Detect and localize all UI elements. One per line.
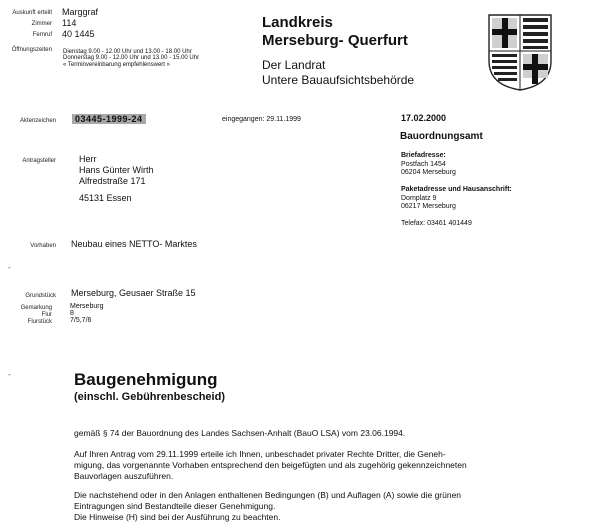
flur-value: 8 bbox=[70, 310, 74, 317]
fax-number: Telefax: 03461 401449 bbox=[401, 220, 472, 227]
legal-basis: gemäß § 74 der Bauordnung des Landes Sachsen-Anhalt (BauO LSA) vom 23.06.1994. bbox=[74, 428, 406, 438]
letter-address-line: 06204 Merseburg bbox=[401, 169, 456, 176]
paragraph-line: Auf Ihren Antrag vom 29.11.1999 erteile ich Ihnen, unbeschadet privater Rechte Dritter, die Geneh- bbox=[74, 449, 446, 459]
info-label-room: Zimmer bbox=[31, 21, 52, 27]
parcel-address-line: Domplatz 9 bbox=[401, 195, 437, 202]
subtitle-line-2: Untere Bauaufsichtsbehörde bbox=[262, 73, 415, 87]
hours-label: Öffnungszeiten bbox=[11, 47, 52, 53]
margin-mark: - bbox=[8, 263, 11, 272]
flur-label: Flur bbox=[41, 312, 52, 318]
paragraph-line: Eintragungen sind Bestandteile dieser Genehmigung. bbox=[74, 501, 276, 511]
property-value: Merseburg, Geusaer Straße 15 bbox=[71, 288, 196, 298]
paragraph-line: Die nachstehend oder in den Anlagen enthaltenen Bedingungen (B) und Auflagen (A) sowie die grünen bbox=[74, 490, 462, 500]
title-line-1: Landkreis bbox=[262, 14, 333, 31]
paragraph-line: migung, das vorgenannte Vorhaben entsprechend den beigefügten und als zugehörig gekennzeichneten bbox=[74, 460, 467, 470]
district-label: Gemarkung bbox=[20, 305, 52, 311]
parcel-label: Flurstück bbox=[27, 319, 52, 325]
file-number: 03445-1999-24 bbox=[72, 114, 146, 124]
coat-of-arms-icon bbox=[487, 13, 553, 91]
district-value: Merseburg bbox=[70, 303, 104, 310]
parcel-address-line: 06217 Merseburg bbox=[401, 203, 456, 210]
file-number-label: Aktenzeichen bbox=[19, 118, 56, 124]
info-label-contact: Auskunft erteilt bbox=[12, 10, 52, 16]
hours-line: Dienstag 9.00 - 12.00 Uhr und 13.00 - 18.00 Uhr bbox=[63, 49, 192, 55]
info-value-room: 114 bbox=[62, 18, 77, 28]
paragraph-line: Bauvorlagen auszuführen. bbox=[74, 471, 174, 481]
project-label: Vorhaben bbox=[30, 243, 56, 249]
document-date: 17.02.2000 bbox=[401, 113, 447, 123]
hours-line: Donnerstag 9.00 - 12.00 Uhr und 13.00 - 15.00 Uhr bbox=[63, 55, 200, 61]
parcel-address-heading: Paketadresse und Hausanschrift: bbox=[401, 186, 512, 193]
project-value: Neubau eines NETTO- Marktes bbox=[71, 239, 197, 249]
info-label-phone: Fernruf bbox=[32, 32, 52, 38]
subtitle-line-1: Der Landrat bbox=[262, 58, 326, 72]
document-heading: Baugenehmigung bbox=[74, 370, 218, 389]
office-name: Bauordnungsamt bbox=[400, 131, 483, 142]
document-subheading: (einschl. Gebührenbescheid) bbox=[74, 391, 225, 403]
margin-mark: - bbox=[8, 370, 11, 379]
info-value-phone: 40 1445 bbox=[62, 29, 95, 39]
applicant-label: Antragsteller bbox=[22, 158, 56, 164]
applicant-salutation: Herr bbox=[79, 154, 97, 164]
letter-address-line: Postfach 1454 bbox=[401, 161, 446, 168]
info-value-contact: Marggraf bbox=[62, 7, 99, 17]
applicant-name: Hans Günter Wirth bbox=[79, 165, 154, 175]
letter-address-heading: Briefadresse: bbox=[401, 152, 446, 159]
title-line-2: Merseburg- Querfurt bbox=[262, 32, 408, 49]
applicant-city: 45131 Essen bbox=[79, 193, 132, 203]
received-date: eingegangen: 29.11.1999 bbox=[222, 116, 301, 123]
property-label: Grundstück bbox=[25, 293, 56, 299]
paragraph-line: Die Hinweise (H) sind bei der Ausführung zu beachten. bbox=[74, 512, 281, 522]
hours-note: « Terminvereinbarung empfehlenswert » bbox=[63, 62, 170, 68]
applicant-street: Alfredstraße 171 bbox=[79, 176, 146, 186]
parcel-value: 7/5,7/6 bbox=[70, 317, 92, 324]
